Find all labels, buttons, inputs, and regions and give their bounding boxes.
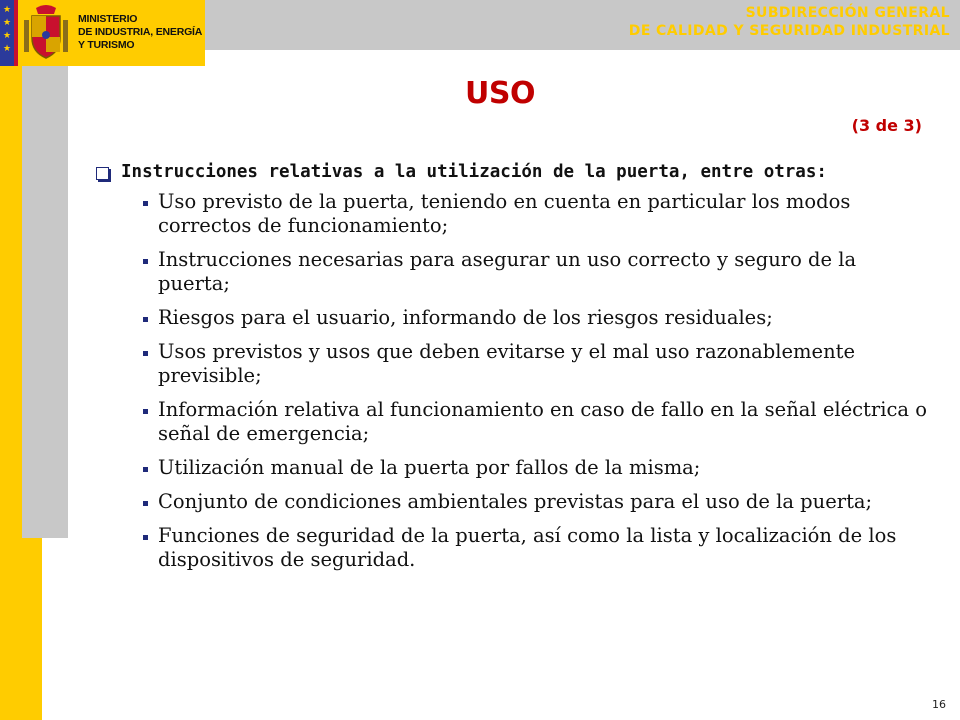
flag-red-stripe	[14, 0, 18, 66]
ministry-logo	[0, 0, 205, 66]
list-item	[96, 490, 936, 514]
list-item	[96, 524, 936, 572]
list-item	[96, 306, 936, 330]
square-bullet-icon	[96, 167, 109, 180]
small-square-bullet-icon	[143, 409, 148, 414]
small-square-bullet-icon	[143, 317, 148, 322]
coat-of-arms-icon	[22, 4, 70, 62]
intro-text: Instrucciones relativas a la utilización de la puerta, entre otras:	[121, 162, 827, 182]
small-square-bullet-icon	[143, 501, 148, 506]
instruction-list	[96, 190, 936, 572]
slide-title: USO	[465, 76, 535, 111]
list-item	[96, 248, 936, 296]
list-item-text: Conjunto de condiciones ambientales previstas para el uso de la puerta;	[158, 490, 873, 513]
ministry-line-1: MINISTERIO	[78, 13, 138, 25]
page-number: 16	[932, 698, 946, 711]
small-square-bullet-icon	[143, 351, 148, 356]
subdirection-line-2: DE CALIDAD Y SEGURIDAD INDUSTRIAL	[628, 23, 950, 39]
list-item	[96, 340, 936, 388]
list-item-text: Riesgos para el usuario, informando de los riesgos residuales;	[158, 306, 773, 329]
small-square-bullet-icon	[143, 259, 148, 264]
ministry-name	[78, 13, 203, 52]
ministry-line-3: Y TURISMO	[78, 39, 135, 51]
list-item-text: Funciones de seguridad de la puerta, así como la lista y localización de los dispositivos de seguridad.	[158, 524, 897, 571]
list-item-text: Información relativa al funcionamiento en caso de fallo en la señal eléctrica o señal de emergencia;	[158, 398, 927, 445]
small-square-bullet-icon	[143, 535, 148, 540]
subdirection-title	[350, 4, 950, 40]
subdirection-line-1: SUBDIRECCIÓN GENERAL	[745, 5, 950, 21]
slide-content	[96, 160, 936, 582]
list-item-text: Uso previsto de la puerta, teniendo en cuenta en particular los modos correctos de funcionamiento;	[158, 190, 851, 237]
list-item	[96, 190, 936, 238]
list-item-text: Usos previstos y usos que deben evitarse y el mal uso razonablemente previsible;	[158, 340, 856, 387]
slide-subtitle: (3 de 3)	[851, 116, 922, 135]
intro-point	[96, 160, 936, 184]
list-item-text: Instrucciones necesarias para asegurar un uso correcto y seguro de la puerta;	[158, 248, 857, 295]
left-gray-block	[22, 66, 68, 538]
list-item-text: Utilización manual de la puerta por fallos de la misma;	[158, 456, 701, 479]
small-square-bullet-icon	[143, 201, 148, 206]
small-square-bullet-icon	[143, 467, 148, 472]
list-item	[96, 398, 936, 446]
list-item	[96, 456, 936, 480]
ministry-line-2: DE INDUSTRIA, ENERGÍA	[78, 26, 203, 38]
eu-flag-icon: ★ ★ ★ ★	[0, 0, 18, 66]
